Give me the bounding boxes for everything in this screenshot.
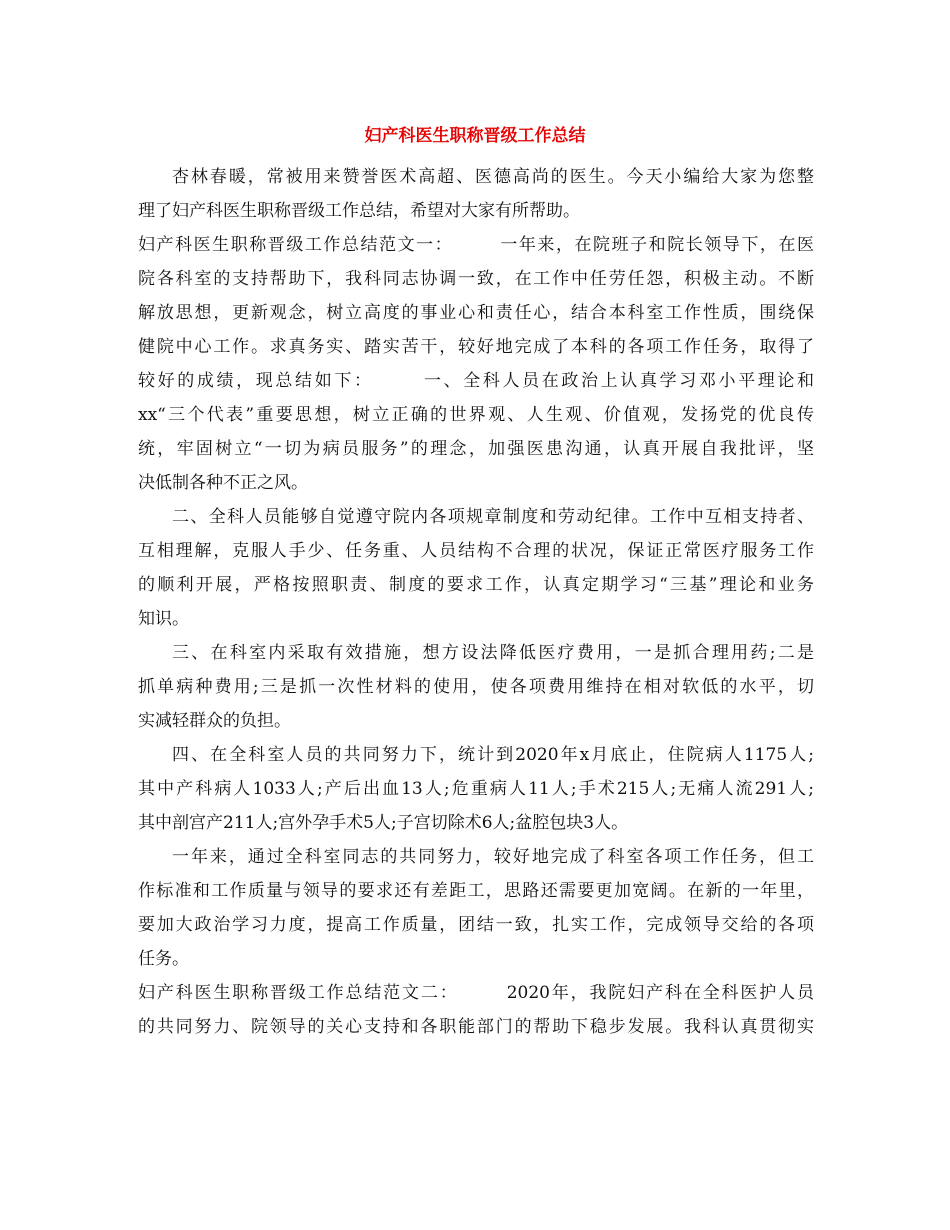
- text-line: 其中产科病人1033人;产后出血13人;危重病人11人;手术215人;无痛人流291人;: [138, 779, 814, 799]
- text-line: 三、在科室内采取有效措施，想方设法降低医疗费用，一是抓合理用药;二是: [172, 643, 814, 663]
- text-line: 较好的成绩，现总结如下： 一、全科人员在政治上认真学习邓小平理论和: [138, 371, 814, 391]
- text-line: 的共同努力、院领导的关心支持和各职能部门的帮助下稳步发展。我科认真贯彻实: [138, 1017, 814, 1037]
- text-line: 抓单病种费用;三是抓一次性材料的使用，使各项费用维持在相对软低的水平，切: [138, 677, 814, 697]
- document-title: 妇产科医生职称晋级工作总结: [364, 126, 586, 146]
- text-line: 四、在全科室人员的共同努力下，统计到2020年x月底止，住院病人1175人;: [172, 745, 814, 765]
- text-line: xx“三个代表”重要思想，树立正确的世界观、人生观、价值观，发扬党的优良传: [138, 405, 814, 425]
- text-line: 的顺利开展，严格按照职责、制度的要求工作，认真定期学习“三基”理论和业务: [138, 575, 814, 595]
- text-line: 健院中心工作。求真务实、踏实苦干，较好地完成了本科的各项工作任务，取得了: [138, 337, 814, 357]
- text-line: 实减轻群众的负担。: [138, 711, 291, 731]
- text-line: 一年来，通过全科室同志的共同努力，较好地完成了科室各项工作任务，但工: [172, 847, 814, 867]
- document-body: [138, 160, 814, 1044]
- text-line: 二、全科人员能够自觉遵守院内各项规章制度和劳动纪律。工作中互相支持者、: [172, 507, 814, 527]
- text-line: 任务。: [138, 949, 189, 969]
- text-line: 作标准和工作质量与领导的要求还有差距工，思路还需要更加宽阔。在新的一年里，: [138, 881, 814, 901]
- text-line: 解放思想，更新观念，树立高度的事业心和责任心，结合本科室工作性质，围绕保: [138, 303, 814, 323]
- text-line: 妇产科医生职称晋级工作总结范文一： 一年来，在院班子和院长领导下，在医: [138, 235, 814, 255]
- text-line: 互相理解，克服人手少、任务重、人员结构不合理的状况，保证正常医疗服务工作: [138, 541, 814, 561]
- text-line: 理了妇产科医生职称晋级工作总结，希望对大家有所帮助。: [138, 201, 580, 221]
- text-line: 知识。: [138, 609, 189, 629]
- text-line: 要加大政治学习力度，提高工作质量，团结一致，扎实工作，完成领导交给的各项: [138, 915, 814, 935]
- text-line: 其中剖宫产211人;宫外孕手术5人;子宫切除术6人;盆腔包块3人。: [138, 813, 629, 833]
- text-line: 杏林春暖，常被用来赞誉医术高超、医德高尚的医生。今天小编给大家为您整: [172, 167, 814, 187]
- text-line: 决低制各种不正之风。: [138, 473, 308, 493]
- text-line: 院各科室的支持帮助下，我科同志协调一致，在工作中任劳任怨，积极主动。不断: [138, 269, 814, 289]
- text-line: 统，牢固树立“一切为病员服务”的理念，加强医患沟通，认真开展自我批评，坚: [138, 439, 814, 459]
- text-line: 妇产科医生职称晋级工作总结范文二： 2020年，我院妇产科在全科医护人员: [138, 983, 814, 1003]
